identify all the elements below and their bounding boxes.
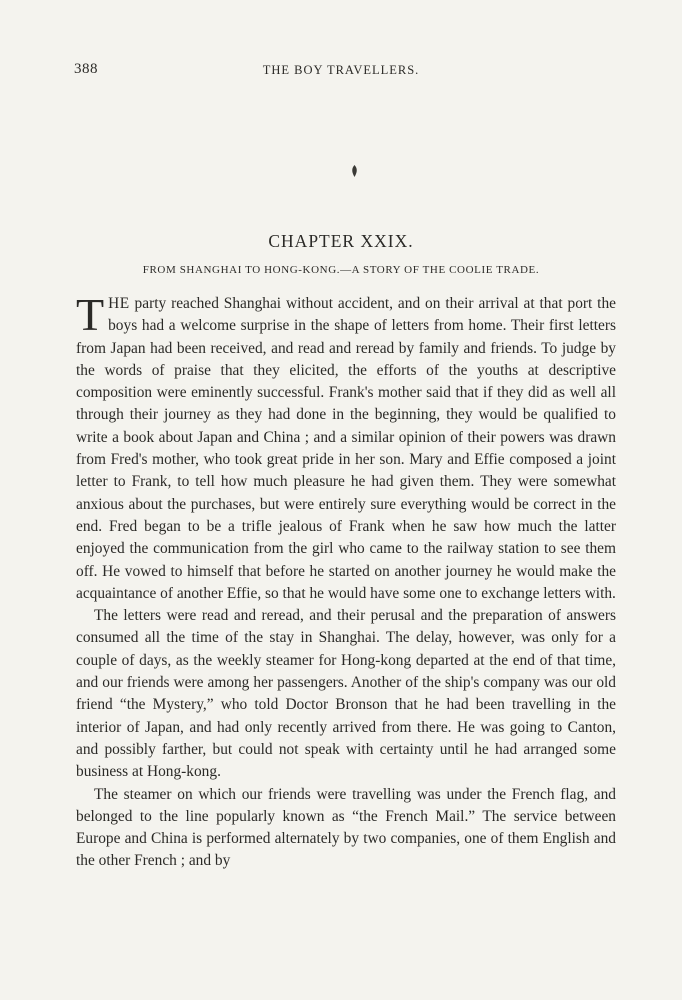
body-text [76,289,616,873]
paragraph-text: party reached Shanghai without accident, and on their arrival at that port the boys had a welcome surprise in the shape of letters from home. Their first letters from Japan had been received, and read and reread by family and friends. To judge by the words of praise that they elicited, the efforts of the youths at descriptive composition were eminently successful. Frank's mother said that if they did as well all through their journey as they had done in the beginning, they would be qualified to write a book about Japan and China ; and a similar opinion of their powers was drawn from Fred's mother, who took great pride in her son. Mary and Effie composed a joint letter to Frank, to tell how much pleasure he had given them. They were somewhat anxious about the purchases, but were entirely sure everything would be correct in the end. Fred began to be a trifle jealous of Frank when he saw how much the latter enjoyed the communication from the girl who came to the railway station to see them off. He vowed to himself that before he started on another journey he would make the acquaintance of another Effie, so that he would have some one to exchange letters with. [76,295,616,602]
drop-cap: T [76,289,105,340]
page-header [74,61,608,81]
drop-cap-continuation: HE [108,295,130,312]
ornament-icon [351,165,358,177]
page-number: 388 [74,61,98,77]
chapter-title: CHAPTER XXIX. [268,231,414,251]
paragraph [76,289,616,605]
chapter-subtitle: FROM SHANGHAI TO HONG-KONG.—A STORY OF THE COOLIE TRADE. [142,264,540,276]
running-title: THE BOY TRAVELLERS. [262,63,420,77]
paragraph: The steamer on which our friends were travelling was under the French flag, and belonged to the line popularly known as “the French Mail.” The service between Europe and China is performed alternately by two companies, one of them English and the other French ; and by [76,785,616,870]
paragraph: The letters were read and reread, and their perusal and the preparation of answers consumed all the time of the stay in Shanghai. The delay, however, was only for a couple of days, as the weekly steamer for Hong-kong departed at the end of that time, and our friends were among her passengers. Another of the ship's company was our old friend “the Mystery,” who told Doctor Bronson that he had been travelling in the interior of Japan, and had only recently arrived from there. He was going to Canton, and possibly farther, but could not speak with certainty until he had arranged some business at Hong-kong. [76,607,616,781]
